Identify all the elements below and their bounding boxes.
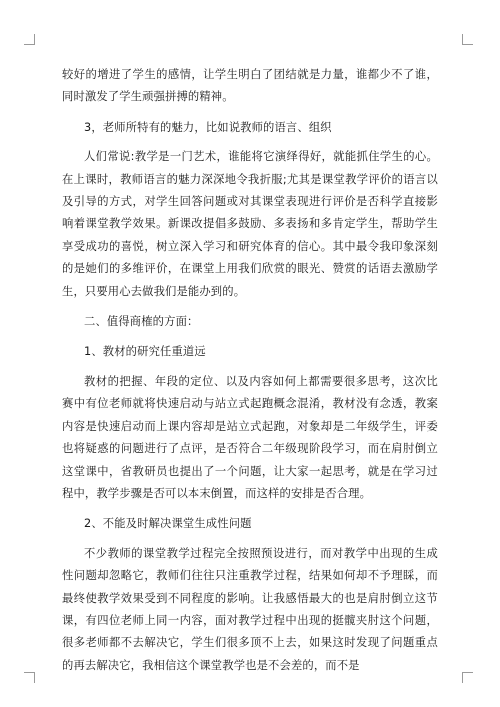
- crop-mark-bottom-right: [462, 672, 473, 683]
- crop-mark-top-left: [24, 34, 35, 45]
- document-body: [62, 64, 438, 677]
- section-heading-teacher-charm: 3，老师所特有的魅力，比如说教师的语言、组织: [84, 120, 332, 134]
- crop-mark-bottom-left: [24, 672, 35, 683]
- paragraph-generative-problems: 不少教师的课堂教学过程完全按照预设进行，而对教学中出现的生成性问题却忽略它，教师们往往只注重教学过程，结果如何却不予理睬，而最终使教学效果受到不同程度的影响。让我感悟最大的也是肩肘倒立这节课，有四位老师上同一内容，面对教学过程中出现的挺髋夹肘这个问题，很多老师都不去解决它，学生们很多顶不上去，如果这时发现了问题重点的再去解决它，我相信这个课堂教学也是不会差的，而不是: [62, 546, 438, 672]
- subsection-heading-textbook-research: 1、教材的研究任重道远: [84, 345, 206, 359]
- crop-mark-top-right: [462, 34, 473, 45]
- paragraph-teaching-language: 人们常说:教学是一门艺术，谁能将它演绎得好，就能抓住学生的心。在上课时，教师语言的魅力深深地令我折服;尤其是课堂教学评价的语言以及引导的方式，对学生回答问题或对其课堂表现进行评价是否科学直接影响着课堂教学效果。新课改提倡多鼓励、多表扬和多肯定学生，帮助学生享受成功的喜悦，树立深入学习和研究体育的信心。其中最令我印象深刻的是她们的多维评价，在课堂上用我们欣赏的眼光、赞赏的话语去激励学生，只要用心去做我们是能办到的。: [62, 150, 438, 298]
- subsection-heading-generative-problems: 2、不能及时解决课堂生成性问题: [84, 517, 252, 531]
- paragraph-continuation: 较好的增进了学生的感情，让学生明白了团结就是力量，谁都少不了谁，同时激发了学生顽强拼搏的精神。: [62, 68, 438, 104]
- section-heading-points-to-discuss: 二、值得商榷的方面：: [84, 315, 199, 329]
- paragraph-textbook-research: 教材的把握、年段的定位、以及内容如何上都需要很多思考，这次比赛中有位老师就将快速启动与站立式起跑概念混淆，教材没有念透，教案内容是快速启动而上课内容却是站立式起跑，对象却是二年级学生，评委也将疑惑的问题进行了点评，是否符合二年级现阶段学习，而在肩肘倒立这堂课中，省教研员也提出了一个问题，让大家一起思考，就是在学习过程中，教学步骤是否可以本末倒置，而这样的安排是否合理。: [62, 374, 438, 500]
